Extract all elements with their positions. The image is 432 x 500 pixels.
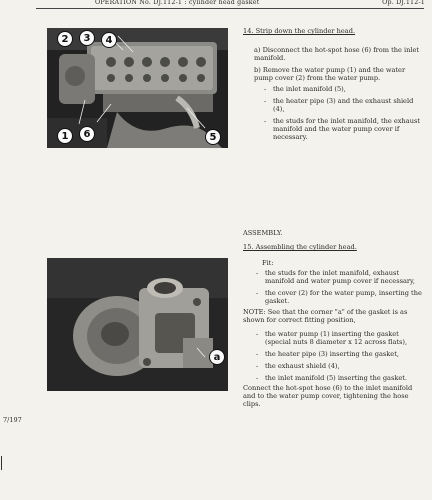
assembly-heading: ASSEMBLY. xyxy=(243,229,283,237)
callout-5: 5 xyxy=(205,129,221,145)
callout-4: 4 xyxy=(101,32,117,48)
callout-1: 1 xyxy=(57,128,73,144)
closing-instruction: Connect the hot-spot hose (6) to the inlet manifold and to the water pump cover, tightening the hose clips. xyxy=(243,384,413,409)
step-15-title: 15. Assembling the cylinder head. xyxy=(243,243,357,251)
water-pump-photo xyxy=(47,258,228,391)
fitting-list xyxy=(254,330,426,386)
callout-6: 6 xyxy=(79,126,95,142)
operation-label: OPERATION No. DJ.112-1 : cylinder head gasket xyxy=(95,0,260,6)
list-item: - the cover (2) for the water pump, inserting the gasket. xyxy=(254,289,426,305)
list-item: - the inlet manifold (5) inserting the gasket. xyxy=(254,374,426,382)
list-item: - the exhaust shield (4), xyxy=(254,362,426,370)
callout-2: 2 xyxy=(57,31,73,47)
op-code: Op. DJ.112-1 xyxy=(382,0,425,6)
callout-3: 3 xyxy=(79,30,95,46)
header-rule xyxy=(36,8,424,9)
list-item: - the water pump (1) inserting the gasket (special nuts 8 diameter x 12 across flats), xyxy=(254,330,426,346)
cylinder-head-photo xyxy=(47,28,228,148)
step-14-a: a) Disconnect the hot-spot hose (6) from the inlet manifold. xyxy=(254,46,420,63)
page-number: 7/197 xyxy=(3,416,22,424)
list-item: - the studs for the inlet manifold, exhaust manifold and water pump cover if necessary, xyxy=(254,269,426,285)
water-pump-illustration xyxy=(47,258,228,391)
list-item: - the heater pipe (3) and the exhaust shield (4), xyxy=(262,97,424,113)
margin-mark xyxy=(1,456,2,470)
step-14-title: 14. Strip down the cylinder head. xyxy=(243,27,356,35)
step-14-b: b) Remove the water pump (1) and the water pump cover (2) from the water pump. xyxy=(254,66,406,83)
list-item: - the heater pipe (3) inserting the gasket, xyxy=(254,350,426,358)
fit-label: Fit: xyxy=(262,259,274,267)
list-item: - the studs for the inlet manifold, the exhaust manifold and the water pump cover if necessary. xyxy=(262,117,424,141)
fit-list xyxy=(254,269,426,309)
list-item: - the inlet manifold (5), xyxy=(262,85,424,93)
engine-illustration xyxy=(47,28,228,148)
step-14-list xyxy=(262,85,424,146)
callout-a: a xyxy=(209,349,225,365)
gasket-note: NOTE: See that the corner "a" of the gasket is as shown for correct fitting position, xyxy=(243,308,408,325)
